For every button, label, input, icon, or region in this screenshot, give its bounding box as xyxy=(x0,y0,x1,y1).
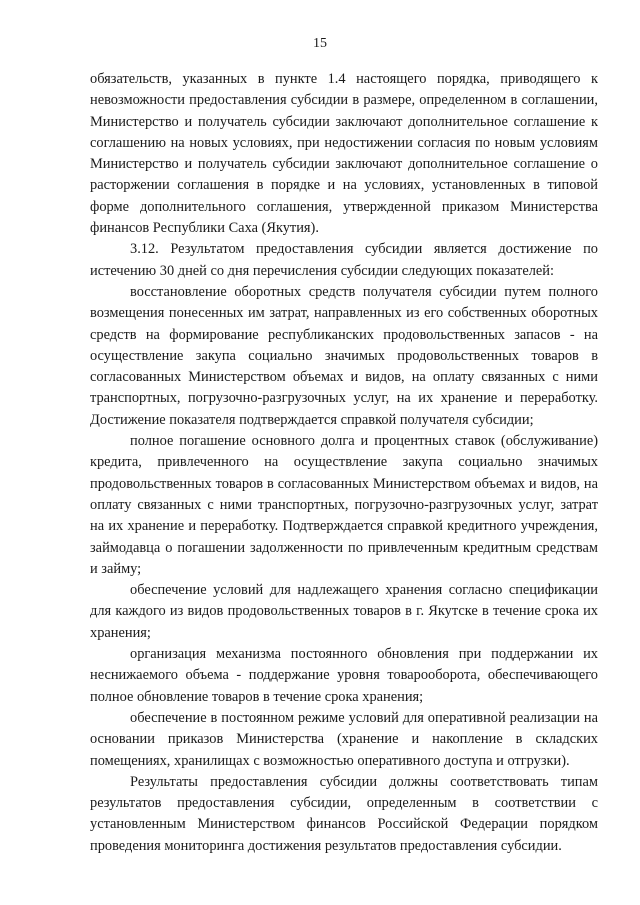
paragraph-indicator-5: обеспечение в постоянном режиме условий для оперативной реализации на основании приказов Министерства (хранение и накопление в складских помещениях, хранилищах с возможностью оперативного доступа и отгрузки). xyxy=(90,709,598,769)
document-body xyxy=(90,69,598,857)
paragraph-continuation: обязательств, указанных в пункте 1.4 настоящего порядка, приводящего к невозможности предоставления субсидии в размере, определенном в соглашении, Министерство и получатель субсидии заключают дополнительное соглашение к соглашению на новых условиях, при недостижении согласия по новым условиям Министерство и получатель субсидии заключают дополнительное соглашение о расторжении соглашения в порядке и на условиях, установленных в типовой форме дополнительного соглашения, утвержденной приказом Министерства финансов Республики Саха (Якутия). xyxy=(90,71,598,237)
paragraph-indicator-3: обеспечение условий для надлежащего хранения согласно спецификации для каждого из видов продовольственных товаров в г. Якутске в течение срока их хранения; xyxy=(90,582,598,641)
paragraph-indicator-4: организация механизма постоянного обновления при поддержании их неснижаемого объема - поддержание уровня товарооборота, обеспечивающего полное обновление товаров в течение срока хранения; xyxy=(90,646,598,705)
paragraph-clause-3-12: 3.12. Результатом предоставления субсидии является достижение по истечению 30 дней со дня перечисления субсидии следующих показателей: xyxy=(90,241,598,279)
paragraph-indicator-1: восстановление оборотных средств получателя субсидии путем полного возмещения понесенных им затрат, направленных из его собственных оборотных средств на формирование республиканских продовольственных запасов - на осуществление закупа социально значимых продовольственных товаров в согласованных Министерством объемах и видов, на оплату связанных с ними транспортных, погрузочно-разгрузочных услуг, на их хранение и переработку. Достижение показателя подтверждается справкой получателя субсидии; xyxy=(90,283,598,428)
page-number: 15 xyxy=(313,36,327,51)
paragraph-indicator-2: полное погашение основного долга и процентных ставок (обслуживание) кредита, привлеченного на осуществление закупа социально значимых продовольственных товаров в согласованных Министерством объемах и видов, на оплату связанных с ними транспортных, погрузочно-разгрузочных услуг, затрат на их хранение и переработку. Подтверждается справкой кредитного учреждения, займодавца о погашении задолженности по привлеченным кредитным средствам и займу; xyxy=(90,433,598,577)
paragraph-results: Результаты предоставления субсидии должны соответствовать типам результатов предоставления субсидии, определенным в соответствии с установленным Министерством финансов Российской Федерации порядком проведения мониторинга достижения результатов предоставления субсидии. xyxy=(90,773,598,854)
